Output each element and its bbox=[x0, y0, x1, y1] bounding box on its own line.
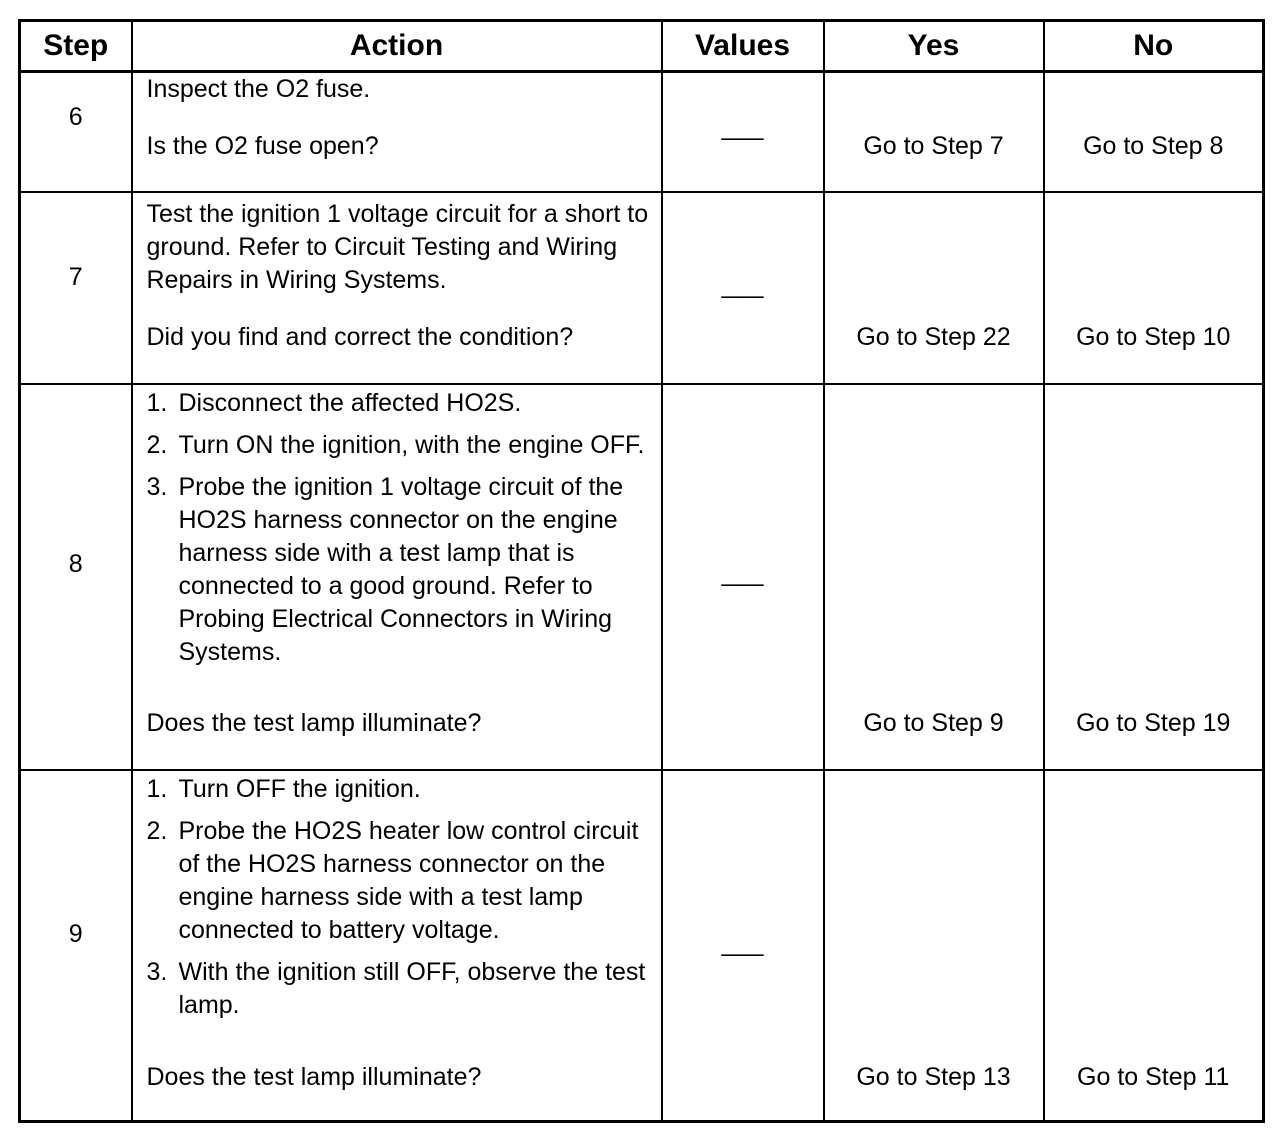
yes-text: Go to Step 9 bbox=[863, 708, 1004, 737]
values-cell bbox=[662, 770, 824, 1122]
table-row-step-9 bbox=[20, 770, 1264, 1122]
step-number: 6 bbox=[68, 103, 83, 131]
action-text: Test the ignition 1 voltage circuit for a short to ground. Refer to Circuit Testing and Wiring Repairs in Wiring Systems. bbox=[146, 199, 649, 294]
header-no: No bbox=[1044, 21, 1264, 72]
header-yes: Yes bbox=[824, 21, 1044, 72]
values-text: ___ bbox=[721, 558, 764, 587]
list-item: 3. With the ignition still OFF, observe the test lamp. bbox=[146, 957, 646, 1019]
yes-text: Go to Step 22 bbox=[856, 322, 1011, 351]
diagnostic-table bbox=[18, 19, 1265, 1123]
list-item: 1. Disconnect the affected HO2S. bbox=[146, 388, 522, 417]
action-question: Does the test lamp illuminate? bbox=[146, 1062, 482, 1091]
values-cell bbox=[662, 72, 824, 192]
values-text: ___ bbox=[721, 928, 764, 957]
no-cell bbox=[1044, 770, 1264, 1122]
no-text: Go to Step 10 bbox=[1076, 322, 1231, 351]
values-text: ___ bbox=[721, 270, 764, 299]
table-row-step-6 bbox=[20, 72, 1264, 192]
action-question: Does the test lamp illuminate? bbox=[146, 708, 482, 737]
no-cell bbox=[1044, 72, 1264, 192]
yes-cell bbox=[824, 770, 1044, 1122]
yes-text: Go to Step 13 bbox=[856, 1062, 1011, 1091]
table-row-step-7 bbox=[20, 192, 1264, 384]
action-cell bbox=[132, 72, 662, 192]
step-number: 7 bbox=[68, 262, 83, 291]
step-cell bbox=[20, 384, 132, 770]
yes-cell bbox=[824, 384, 1044, 770]
action-question: Is the O2 fuse open? bbox=[146, 132, 379, 160]
header-values: Values bbox=[662, 21, 824, 72]
action-cell bbox=[132, 770, 662, 1122]
values-cell bbox=[662, 384, 824, 770]
no-text: Go to Step 11 bbox=[1077, 1062, 1230, 1091]
action-question: Did you find and correct the condition? bbox=[146, 322, 574, 351]
step-cell bbox=[20, 192, 132, 384]
list-item: 2. Probe the HO2S heater low control circuit of the HO2S harness connector on the engine harness side with a test lamp connected to battery voltage. bbox=[146, 816, 639, 944]
list-item: 3. Probe the ignition 1 voltage circuit of the HO2S harness connector on the engine harness side with a test lamp that is connected to a good ground. Refer to Probing Electrical Connectors in Wiring Systems. bbox=[146, 472, 624, 666]
no-text: Go to Step 19 bbox=[1076, 708, 1231, 737]
list-item: 2. Turn ON the ignition, with the engine OFF. bbox=[146, 430, 645, 459]
step-number: 8 bbox=[68, 549, 83, 578]
values-cell bbox=[662, 192, 824, 384]
step-number: 9 bbox=[68, 919, 83, 948]
procedure-list bbox=[147, 387, 655, 669]
yes-cell bbox=[824, 72, 1044, 192]
values-text: ___ bbox=[721, 113, 764, 141]
table-row-step-8 bbox=[20, 384, 1264, 770]
yes-cell bbox=[824, 192, 1044, 384]
list-item: 1. Turn OFF the ignition. bbox=[146, 774, 421, 803]
yes-text: Go to Step 7 bbox=[863, 132, 1004, 160]
action-cell bbox=[132, 192, 662, 384]
procedure-list bbox=[147, 773, 655, 1022]
step-cell bbox=[20, 72, 132, 192]
action-cell bbox=[132, 384, 662, 770]
no-cell bbox=[1044, 192, 1264, 384]
header-action: Action bbox=[132, 21, 662, 72]
no-text: Go to Step 8 bbox=[1083, 132, 1224, 160]
header-row bbox=[20, 21, 1264, 72]
action-text: Inspect the O2 fuse. bbox=[146, 75, 371, 103]
header-step: Step bbox=[20, 21, 132, 72]
no-cell bbox=[1044, 384, 1264, 770]
step-cell bbox=[20, 770, 132, 1122]
